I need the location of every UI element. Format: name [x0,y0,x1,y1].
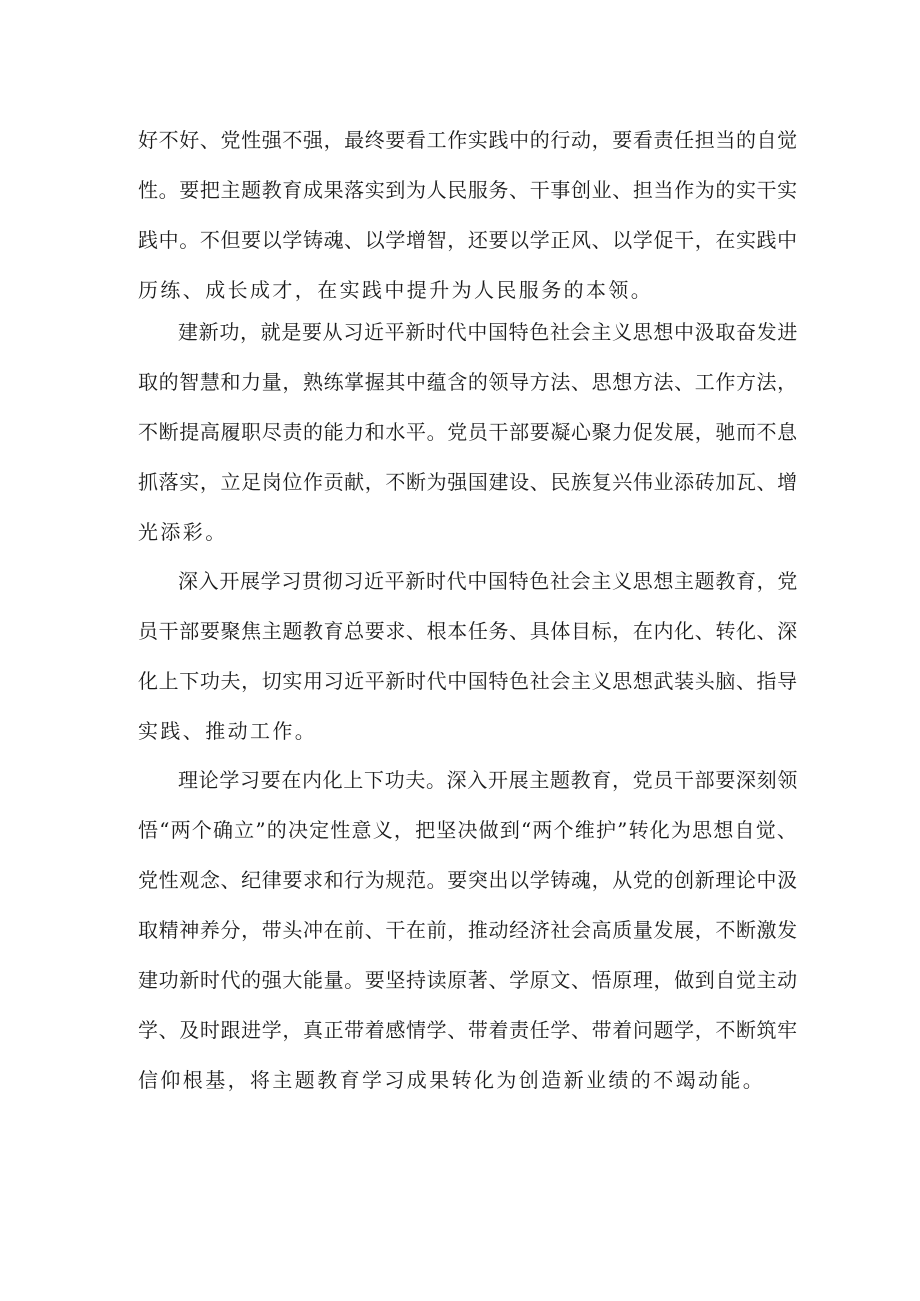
paragraph-line: 践中。不但要以学铸魂、以学增智，还要以学正风、以学促干，在实践中 [138,228,798,252]
paragraph-line: 学、及时跟进学，真正带着感情学、带着责任学、带着问题学，不断筑牢 [138,1018,798,1042]
paragraph-line: 理论学习要在内化上下功夫。深入开展主题教育，党员干部要深刻领 [178,768,798,792]
paragraph-line: 实践、推动工作。 [138,719,318,743]
paragraph-line: 信仰根基，将主题教育学习成果转化为创造新业绩的不竭动能。 [138,1068,766,1092]
paragraph-line: 抓落实，立足岗位作贡献，不断为强国建设、民族复兴伟业添砖加瓦、增 [138,470,798,494]
paragraph-line: 党性观念、纪律要求和行为规范。要突出以学铸魂，从党的创新理论中汲 [138,868,798,892]
paragraph-line: 员干部要聚焦主题教育总要求、根本任务、具体目标，在内化、转化、深 [138,619,798,643]
paragraph-line: 悟“两个确立”的决定性意义，把坚决做到“两个维护”转化为思想自觉、 [138,818,799,842]
paragraph-line: 深入开展学习贯彻习近平新时代中国特色社会主义思想主题教育，党 [178,569,798,593]
paragraph-line: 性。要把主题教育成果落实到为人民服务、干事创业、担当作为的实干实 [138,178,798,202]
paragraph-line: 建新功，就是要从习近平新时代中国特色社会主义思想中汲取奋发进 [178,320,798,344]
paragraph-line: 好不好、党性强不强，最终要看工作实践中的行动，要看责任担当的自觉 [138,128,798,152]
paragraph-line: 建功新时代的强大能量。要坚持读原著、学原文、悟原理，做到自觉主动 [138,968,798,992]
paragraph-line: 化上下功夫，切实用习近平新时代中国特色社会主义思想武装头脑、指导 [138,669,798,693]
paragraph-line: 取的智慧和力量，熟练掌握其中蕴含的领导方法、思想方法、工作方法， [138,370,798,394]
paragraph-line: 不断提高履职尽责的能力和水平。党员干部要凝心聚力促发展，驰而不息 [138,420,798,444]
paragraph-line: 取精神养分，带头冲在前、干在前，推动经济社会高质量发展，不断激发 [138,918,798,942]
paragraph-line: 历练、成长成才，在实践中提升为人民服务的本领。 [138,278,654,302]
paragraph-line: 光添彩。 [138,520,228,544]
